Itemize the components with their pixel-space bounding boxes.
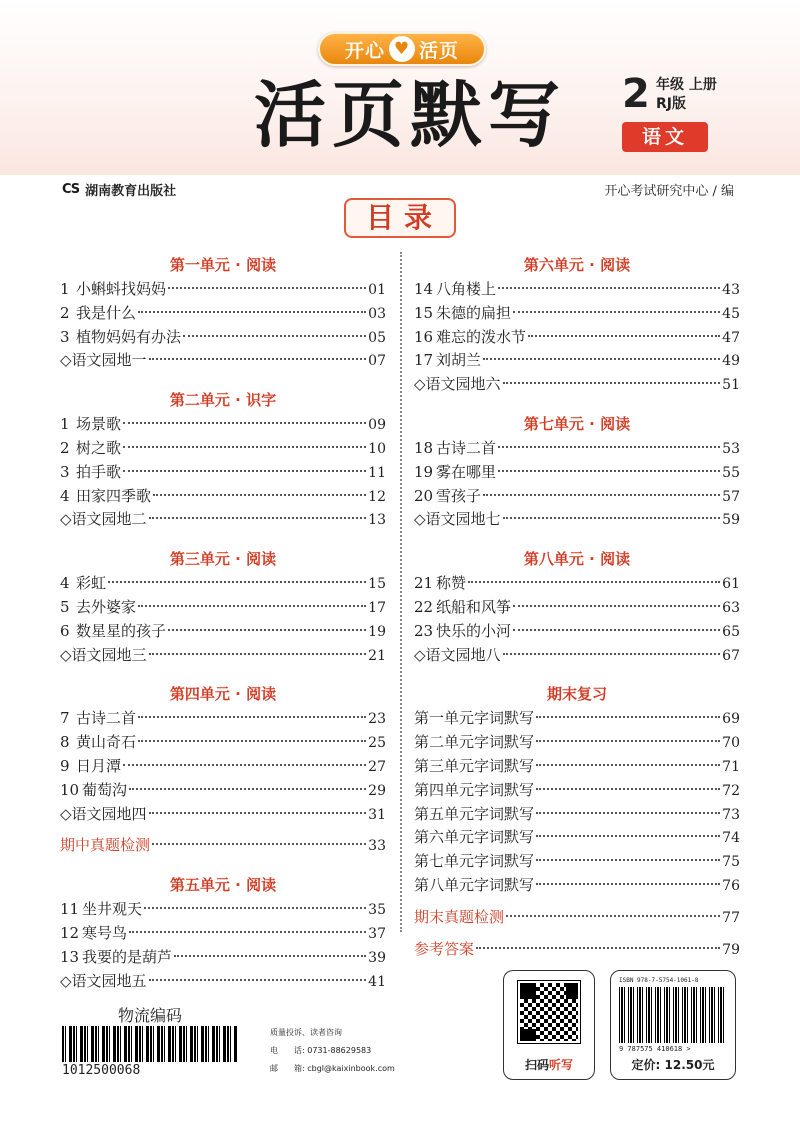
leader-dots [123,446,366,448]
entry-title: 第六单元字词默写 [414,828,535,847]
leader-dots [536,883,720,885]
entry-title: 第一单元字词默写 [414,709,535,728]
leader-dots [536,716,720,718]
toc-entry[interactable] [60,485,386,509]
section-heading: 第七单元 · 阅读 [523,414,631,433]
entry-number: 21 [414,574,434,593]
spacer [414,930,740,938]
entry-page: 51 [722,377,740,394]
toc-entry[interactable] [414,437,740,461]
entry-title: 彩虹 [76,574,107,593]
qr-code-box[interactable] [503,970,595,1080]
toc-entry[interactable] [60,278,386,302]
grade-number: 2 [622,71,650,117]
toc-left-column [60,252,386,993]
leader-dots [153,494,366,496]
entry-page: 12 [368,488,386,505]
toc-entry[interactable] [60,461,386,485]
entry-number: 18 [414,438,434,457]
toc-entry[interactable] [60,302,386,326]
entry-title: 第四单元字词默写 [414,780,535,799]
brand-logo-right: 活页 [419,39,460,62]
toc-entry[interactable] [414,644,740,668]
toc-entry[interactable] [414,874,740,898]
leader-dots [503,382,721,384]
entry-title: 参考答案 [414,939,475,958]
price-value: 12.50元 [664,1058,715,1072]
leader-dots [129,788,366,790]
entry-page: 76 [722,877,740,894]
phone-number: 0731-88629583 [307,1046,372,1055]
entry-page: 09 [368,417,386,434]
entry-title: 称赞 [436,574,467,593]
entry-number: 4 [60,574,70,593]
toc-entry[interactable] [60,437,386,461]
entry-page: 67 [722,647,740,664]
entry-page: 75 [722,854,740,871]
leader-dots [152,843,366,845]
entry-number: 6 [60,621,70,640]
price [611,1056,735,1073]
entry-page: 25 [368,735,386,752]
publisher [62,180,176,199]
toc-entry[interactable] [60,731,386,755]
entry-number: 15 [414,303,434,322]
entry-title: ◇语文园地八 [414,645,501,664]
toc-entry-answers[interactable] [414,938,740,962]
leader-dots [108,581,366,583]
entry-number: 1 [60,280,70,298]
entry-title: 雪孩子 [436,486,482,505]
brand-logo [318,32,486,66]
leader-dots [513,311,720,313]
entry-page: 19 [368,623,386,640]
entry-number: 2 [60,438,70,457]
toc-entry[interactable] [414,596,740,620]
leader-dots [536,812,720,814]
entry-page: 15 [368,576,386,593]
qr-label-scan: 扫码 [524,1058,549,1072]
spacer [414,532,740,546]
entry-number: 3 [60,327,70,346]
qr-code-icon[interactable] [518,981,580,1043]
entry-page: 33 [368,838,386,855]
entry-title: 日月潭 [76,756,122,775]
entry-page: 37 [368,925,386,942]
entry-page: 35 [368,902,386,919]
entry-page: 21 [368,647,386,664]
leader-dots [483,358,720,360]
isbn-digits: 9 787575 410618 > [619,1045,691,1053]
entry-title: 雾在哪里 [436,462,497,481]
entry-page: 57 [722,488,740,505]
leader-dots [503,517,721,519]
leader-dots [149,979,367,981]
toc-entry[interactable] [60,898,386,922]
entry-title: 第七单元字词默写 [414,852,535,871]
leader-dots [138,605,366,607]
entry-title: ◇语文园地七 [414,510,501,529]
entry-page: 63 [722,599,740,616]
toc-entry-midterm[interactable] [60,834,386,858]
entry-page: 65 [722,623,740,640]
entry-page: 77 [722,909,740,926]
entry-number: 10 [60,780,80,799]
entry-page: 71 [722,758,740,775]
toc-entry[interactable] [414,572,740,596]
entry-page: 73 [722,806,740,823]
leader-dots [123,470,366,472]
leader-dots [138,311,366,313]
entry-page: 79 [722,941,740,958]
toc-title: 目录 [344,198,456,238]
logistics-label: 物流编码 [117,1006,182,1025]
leader-dots [123,422,366,424]
isbn-barcode-icon [619,987,727,1043]
toc-entry[interactable] [60,644,386,668]
entry-page: 43 [722,282,740,298]
entry-number: 12 [60,923,80,942]
subject-badge: 语文 [622,122,708,152]
entry-page: 05 [368,329,386,346]
grade-label: 年级 上册 [656,77,717,93]
isbn-text: ISBN 978-7-5754-1061-8 [619,977,699,984]
toc-entry[interactable] [414,278,740,302]
entry-number: 23 [414,621,434,640]
barcode-icon [62,1026,238,1062]
price-label: 定价: [631,1058,661,1072]
leader-dots [174,955,366,957]
leader-dots [536,859,720,861]
entry-title: 小蝌蚪找妈妈 [76,280,167,298]
entry-title: 古诗二首 [76,709,137,728]
column-divider [400,252,402,932]
toc-entry[interactable] [414,349,740,373]
entry-page: 27 [368,758,386,775]
leader-dots [149,358,367,360]
section-heading: 第三单元 · 阅读 [169,550,277,569]
toc-entry[interactable] [414,373,740,397]
leader-dots [138,740,366,742]
toc-entry[interactable] [60,922,386,946]
entry-title: 寒号鸟 [82,923,128,942]
entry-title: 植物妈妈有办法 [76,327,182,346]
leader-dots [513,629,720,631]
entry-number: 17 [414,351,434,370]
leader-dots [183,335,366,337]
entry-title: 树之歌 [76,438,122,457]
toc-entry[interactable] [60,326,386,350]
entry-title: 葡萄沟 [82,780,128,799]
contact-heading: 质量投诉、读者咨询 [270,1028,342,1037]
spacer [60,858,386,872]
entry-number: 11 [60,900,80,919]
entry-page: 69 [722,711,740,728]
toc-entry[interactable] [60,620,386,644]
toc-entry[interactable] [414,803,740,827]
entry-number: 3 [60,462,70,481]
logistics-code: 1012500068 [62,1063,141,1078]
entry-title: 场景歌 [76,415,122,434]
entry-title: 期末真题检测 [414,907,505,926]
section-heading: 第八单元 · 阅读 [523,550,631,569]
entry-page: 39 [368,949,386,966]
entry-number: 7 [60,709,70,728]
isbn-box [610,970,736,1080]
entry-title: ◇语文园地三 [60,645,147,664]
entry-number: 20 [414,486,434,505]
entry-title: 第三单元字词默写 [414,756,535,775]
email-address: cbgl@kaixinbook.com [307,1064,395,1073]
leader-dots [506,915,720,917]
toc-entry[interactable] [414,755,740,779]
leader-dots [168,629,366,631]
toc-entry[interactable] [414,326,740,350]
leader-dots [536,788,720,790]
entry-title: 第八单元字词默写 [414,875,535,894]
toc-entry[interactable] [414,731,740,755]
leader-dots [149,653,367,655]
leader-dots [476,947,720,949]
spacer [414,397,740,411]
entry-title: 第二单元字词默写 [414,733,535,752]
entry-title: 坐井观天 [82,900,143,919]
leader-dots [536,740,720,742]
entry-title: 古诗二首 [436,438,497,457]
phone-label: 电 话: [270,1046,305,1055]
entry-title: ◇语文园地五 [60,971,147,990]
toc-entry[interactable] [60,946,386,970]
qr-label-dictation: 听写 [549,1058,574,1072]
entry-title: 我是什么 [76,303,137,322]
toc-entry[interactable] [414,302,740,326]
section-heading: 第二单元 · 识字 [169,391,277,410]
leader-dots [129,931,366,933]
entry-number: 22 [414,597,434,616]
leader-dots [536,835,720,837]
leader-dots [168,287,366,289]
entry-number: 19 [414,462,434,481]
leader-dots [149,812,367,814]
contact-phone-row [270,1042,395,1060]
entry-page: 55 [722,464,740,481]
entry-title: 田家四季歌 [76,486,152,505]
toc-entry[interactable] [414,485,740,509]
spacer [60,667,386,681]
qr-label [504,1056,594,1073]
publisher-logo: CS [62,182,80,197]
brand-logo-left: 开心 [344,39,385,62]
entry-number: 13 [60,947,80,966]
entry-title: 快乐的小河 [436,621,512,640]
entry-page: 01 [368,282,386,298]
toc-entry[interactable] [60,803,386,827]
leader-dots [468,581,720,583]
leader-dots [503,653,721,655]
toc-entry-final[interactable] [414,906,740,930]
entry-page: 47 [722,329,740,346]
toc-entry[interactable] [60,707,386,731]
entry-page: 29 [368,782,386,799]
entry-title: 难忘的泼水节 [436,327,527,346]
section-heading: 期末复习 [546,685,607,704]
entry-page: 61 [722,576,740,593]
section-heading: 第四单元 · 阅读 [169,685,277,704]
toc-entry[interactable] [60,596,386,620]
entry-title: 数星星的孩子 [76,621,167,640]
entry-page: 45 [722,305,740,322]
entry-page: 70 [722,735,740,752]
entry-page: 11 [368,464,386,481]
entry-number: 16 [414,327,434,346]
entry-number: 8 [60,733,70,752]
contact-info [270,1024,395,1078]
toc-entry[interactable] [60,779,386,803]
entry-title: 刘胡兰 [436,351,482,370]
publisher-name: 湖南教育出版社 [85,184,177,199]
leader-dots [513,605,720,607]
entry-page: 10 [368,440,386,457]
toc-entry[interactable] [414,850,740,874]
entry-number: 5 [60,597,70,616]
entry-title: 朱德的扁担 [436,303,512,322]
toc-right-column [414,252,740,961]
spacer [60,532,386,546]
entry-page: 17 [368,599,386,616]
toc-entry[interactable] [414,508,740,532]
leader-dots [483,494,720,496]
toc-entry[interactable] [414,461,740,485]
entry-page: 31 [368,806,386,823]
entry-title: ◇语文园地四 [60,804,147,823]
entry-title: 拍手歌 [76,462,122,481]
leader-dots [498,470,720,472]
leader-dots [498,287,720,289]
toc-entry[interactable] [414,707,740,731]
leader-dots [528,335,720,337]
entry-title: 我要的是葫芦 [82,947,173,966]
section-heading: 第六单元 · 阅读 [523,256,631,274]
entry-page: 07 [368,353,386,370]
entry-page: 72 [722,782,740,799]
spacer [60,373,386,387]
entry-number: 1 [60,415,70,434]
leader-dots [123,764,366,766]
spacer [414,898,740,906]
leader-dots [498,446,720,448]
entry-number: 9 [60,756,70,775]
entry-title: ◇语文园地六 [414,375,501,394]
entry-title: ◇语文园地一 [60,351,147,370]
entry-page: 49 [722,353,740,370]
entry-number: 2 [60,303,70,322]
toc-entry[interactable] [414,826,740,850]
entry-title: 纸船和风筝 [436,597,512,616]
logistics-barcode [62,1006,238,1080]
entry-title: 第五单元字词默写 [414,804,535,823]
section-heading: 第五单元 · 阅读 [169,876,277,895]
contact-email-row [270,1060,395,1078]
heart-icon: ♥ [389,36,415,62]
toc-entry[interactable] [414,620,740,644]
entry-title: ◇语文园地二 [60,510,147,529]
leader-dots [138,716,366,718]
entry-page: 41 [368,973,386,990]
entry-number: 4 [60,486,70,505]
entry-page: 59 [722,512,740,529]
toc-entry[interactable] [60,755,386,779]
entry-number: 14 [414,280,434,298]
spacer [414,667,740,681]
toc-entry[interactable] [60,970,386,994]
email-label: 邮 箱: [270,1064,305,1073]
editor-credit: 开心考试研究中心 / 编 [604,184,734,199]
toc-entry[interactable] [60,349,386,373]
entry-page: 13 [368,512,386,529]
toc-entry[interactable] [60,572,386,596]
entry-page: 23 [368,711,386,728]
entry-page: 74 [722,830,740,847]
entry-title: 期中真题检测 [60,836,151,855]
leader-dots [144,907,366,909]
entry-title: 黄山奇石 [76,733,137,752]
spacer [60,826,386,834]
toc-entry[interactable] [414,779,740,803]
leader-dots [149,517,367,519]
entry-page: 53 [722,440,740,457]
edition-version: RJ版 [656,96,686,112]
entry-title: 去外婆家 [76,597,137,616]
entry-page: 03 [368,305,386,322]
section-heading: 第一单元 · 阅读 [169,256,277,274]
leader-dots [536,764,720,766]
toc-entry[interactable] [60,508,386,532]
book-title: 活页默写 [253,73,566,157]
toc-entry[interactable] [60,413,386,437]
entry-title: 八角楼上 [436,280,497,298]
